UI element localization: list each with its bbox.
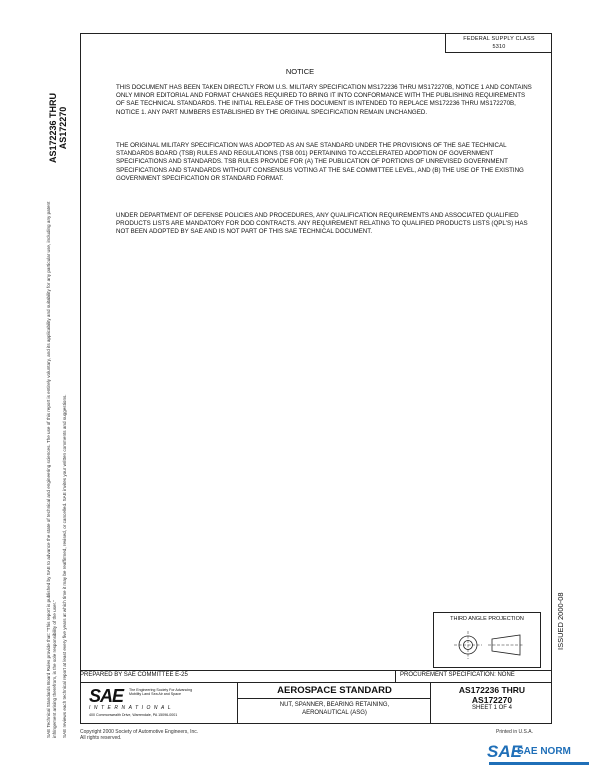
side-disclaimer-2: SAE reviews each technical report at least every five years at which time it may be reaffirmed, revised, or cancelled. SAE invites your written comments and suggestions. xyxy=(62,394,68,738)
subject-line-1: NUT, SPANNER, BEARING RETAINING, xyxy=(279,702,390,708)
federal-supply-class-box xyxy=(445,33,552,53)
notice-paragraph-1: THIS DOCUMENT HAS BEEN TAKEN DIRECTLY FROM U.S. MILITARY SPECIFICATION MS172236 THRU MS172270B, NOTICE 1 AND CONTAINS ONLY MINOR EDITORIAL AND FORMAT CHANGES REQUIRED TO BRING IT INTO CONFORMANCE WITH THE PUBLISHING REQUIREMENTS OF SAE TECHNICAL STANDARDS. THE INITIAL RELEASE OF THIS DOCUMENT IS INTENDED TO REPLACE MS172236 THRU MS172270B, NOTICE 1. ANY PART NUMBERS ESTABLISHED BY THE ORIGINAL SPECIFICATION REMAIN UNCHANGED. xyxy=(116,84,532,116)
sae-logo-tagline: The Engineering Society For Advancing Mobility Land Sea Air and Space xyxy=(129,688,193,697)
title-block-divider xyxy=(237,682,238,724)
projection-symbol-icon xyxy=(434,625,542,667)
document-number-line-2: AS172270 xyxy=(471,694,513,705)
third-angle-projection-box xyxy=(433,612,541,668)
notice-paragraph-3: UNDER DEPARTMENT OF DEFENSE POLICIES AND PROCEDURES, ANY QUALIFICATION REQUIREMENTS AND ASSOCIATED QUALIFIED PRODUCTS LISTS ARE MANDATORY FOR DOD CONTRACTS. ANY REQUIREMENT RELATING TO QUALIFIED PRODUCTS LISTS (QPL'S) HAS NOT BEEN ADOPTED BY SAE AND IS NOT PART OF THIS SAE TECHNICAL DOCUMENT. xyxy=(116,212,528,236)
watermark-underline xyxy=(489,762,589,765)
fsc-label: FEDERAL SUPPLY CLASS xyxy=(463,36,535,42)
sae-logo xyxy=(85,686,235,722)
side-doc-line-2: AS172270 xyxy=(58,106,68,150)
watermark-text: SAE NORM xyxy=(517,746,571,757)
document-subject xyxy=(239,701,430,717)
title-block-divider xyxy=(395,670,396,682)
title-block-rule xyxy=(80,682,552,683)
notice-paragraph-2: THE ORIGINAL MILITARY SPECIFICATION WAS ADOPTED AS AN SAE STANDARD UNDER THE PROVISIONS OF THE SAE TECHNICAL STANDARDS BOARD (TSB) RULES AND REGULATIONS (TSB 001) PERTAINING TO ACCELERATED ADOPTION OF GOVERNMENT SPECIFICATIONS AND STANDARDS. TSB RULES PROVIDE FOR (A) THE PUBLICATION OF PORTIONS OF UNREVISED GOVERNMENT SPECIFICATIONS AND STANDARDS WITHOUT CONSENSUS VOTING AT THE SAE COMMITTEE LEVEL, AND (B) THE USE OF THE EXISTING GOVERNMENT SPECIFICATION OR STANDARD FORMAT. xyxy=(116,142,524,182)
document-number-line-1: AS172236 THRU xyxy=(458,685,526,695)
side-disclaimer xyxy=(46,178,69,738)
procurement-spec: PROCUREMENT SPECIFICATION: NONE xyxy=(400,672,515,678)
sae-norm-watermark xyxy=(487,742,597,770)
sae-logo-mark: SAE xyxy=(89,686,124,706)
sheet-number: SHEET 1 OF 4 xyxy=(472,705,512,711)
copyright-line-2: All rights reserved. xyxy=(80,735,122,742)
sae-address: 400 Commonwealth Drive, Warrendale, PA 15096-0001 xyxy=(89,713,178,717)
aerospace-standard-heading: AEROSPACE STANDARD xyxy=(277,685,392,696)
subject-line-2: AERONAUTICAL (ASG) xyxy=(302,710,367,716)
document-number xyxy=(432,686,552,705)
notice-title: NOTICE xyxy=(285,67,315,76)
sae-logo-international: INTERNATIONAL xyxy=(89,705,175,711)
prepared-by: PREPARED BY SAE COMMITTEE E-25 xyxy=(80,672,188,678)
issued-date: ISSUED 2000-08 xyxy=(556,592,565,650)
projection-label: THIRD ANGLE PROJECTION xyxy=(450,616,524,622)
watermark-logo-icon: SAE xyxy=(487,742,522,761)
title-block-top-rule xyxy=(80,670,552,671)
side-disclaimer-1: SAE Technical Standards Board Rules provide that: "This report is published by SAE to advance the state of technical and engineering sciences. The use of this report is entirely voluntary, and its applicability and suitability for any particular use, including any patent infringement arising therefrom, is the sole responsibility of the user." xyxy=(46,201,58,738)
copyright xyxy=(80,729,198,742)
side-document-number xyxy=(48,78,68,178)
title-block-divider xyxy=(430,682,431,724)
side-doc-line-1: AS172236 THRU xyxy=(48,92,58,164)
fsc-value: 5310 xyxy=(492,44,506,50)
title-block-rule xyxy=(237,698,430,699)
printed-in: Printed in U.S.A. xyxy=(496,729,533,735)
copyright-line-1: Copyright 2000 Society of Automotive Engineers, Inc. xyxy=(80,729,199,735)
